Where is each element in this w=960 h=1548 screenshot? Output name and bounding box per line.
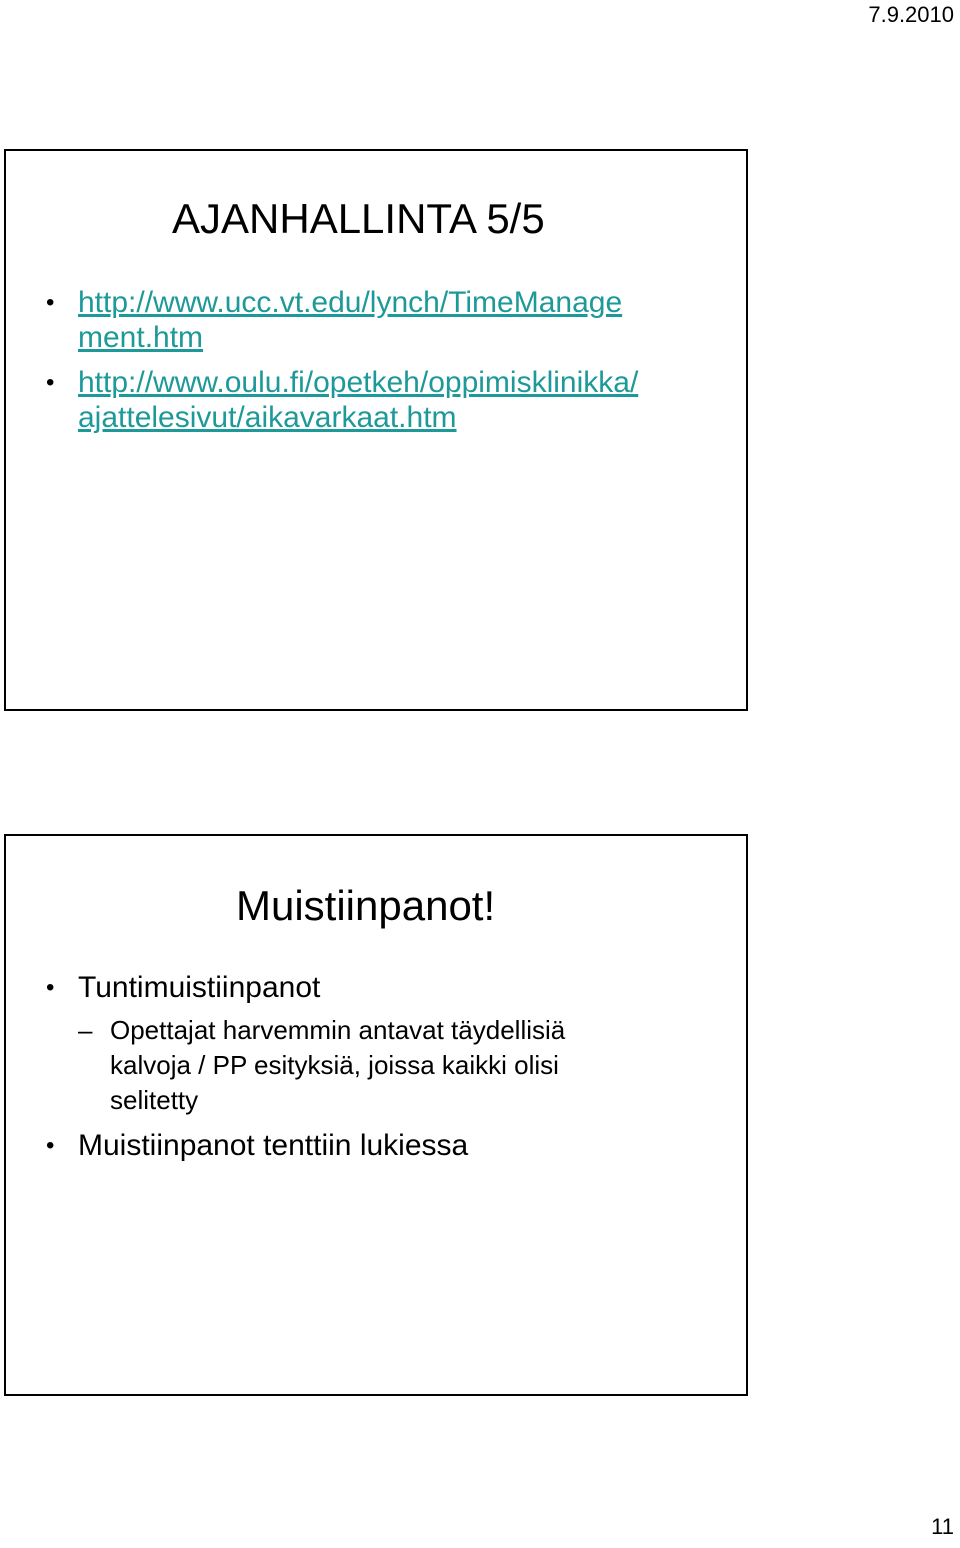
bullet-icon: • [46,974,55,1001]
bullet-text: Muistiinpanot tenttiin lukiessa [78,1129,469,1162]
bullet-icon: • [46,1132,55,1159]
link-list [44,285,736,445]
link-oulu-aikavarkaat[interactable]: http://www.oulu.fi/opetkeh/oppimisklinikka/ ajattelesivut/aikavarkaat.htm [78,366,639,434]
list-item [44,1128,736,1163]
page-number: 11 [931,1514,954,1539]
bullet-list [44,970,736,1173]
slide-title: Muistiinpanot! [236,882,496,929]
sub-text-line-1: Opettajat harvemmin antavat täydellisiä [110,1015,566,1045]
list-item [44,365,736,435]
slide-muistiinpanot [4,834,748,1396]
bullet-icon: • [46,289,55,316]
list-item [44,970,736,1118]
slide-title: AJANHALLINTA 5/5 [172,195,545,242]
bullet-text: Tuntimuistiinpanot [78,971,321,1004]
header-date: 7.9.2010 [868,2,954,27]
dash-icon: – [78,1015,93,1045]
list-item [44,285,736,355]
sub-list [78,1013,736,1118]
slide-ajanhallinta [4,149,748,711]
sub-text-line-2: kalvoja / PP esityksiä, joissa kaikki olisi [110,1050,559,1080]
bullet-icon: • [46,369,55,396]
sub-list-item [78,1013,736,1118]
link-ucc-timemanagement[interactable]: http://www.ucc.vt.edu/lynch/TimeManage ment.htm [78,286,623,354]
sub-text-line-3: selitetty [110,1085,199,1115]
